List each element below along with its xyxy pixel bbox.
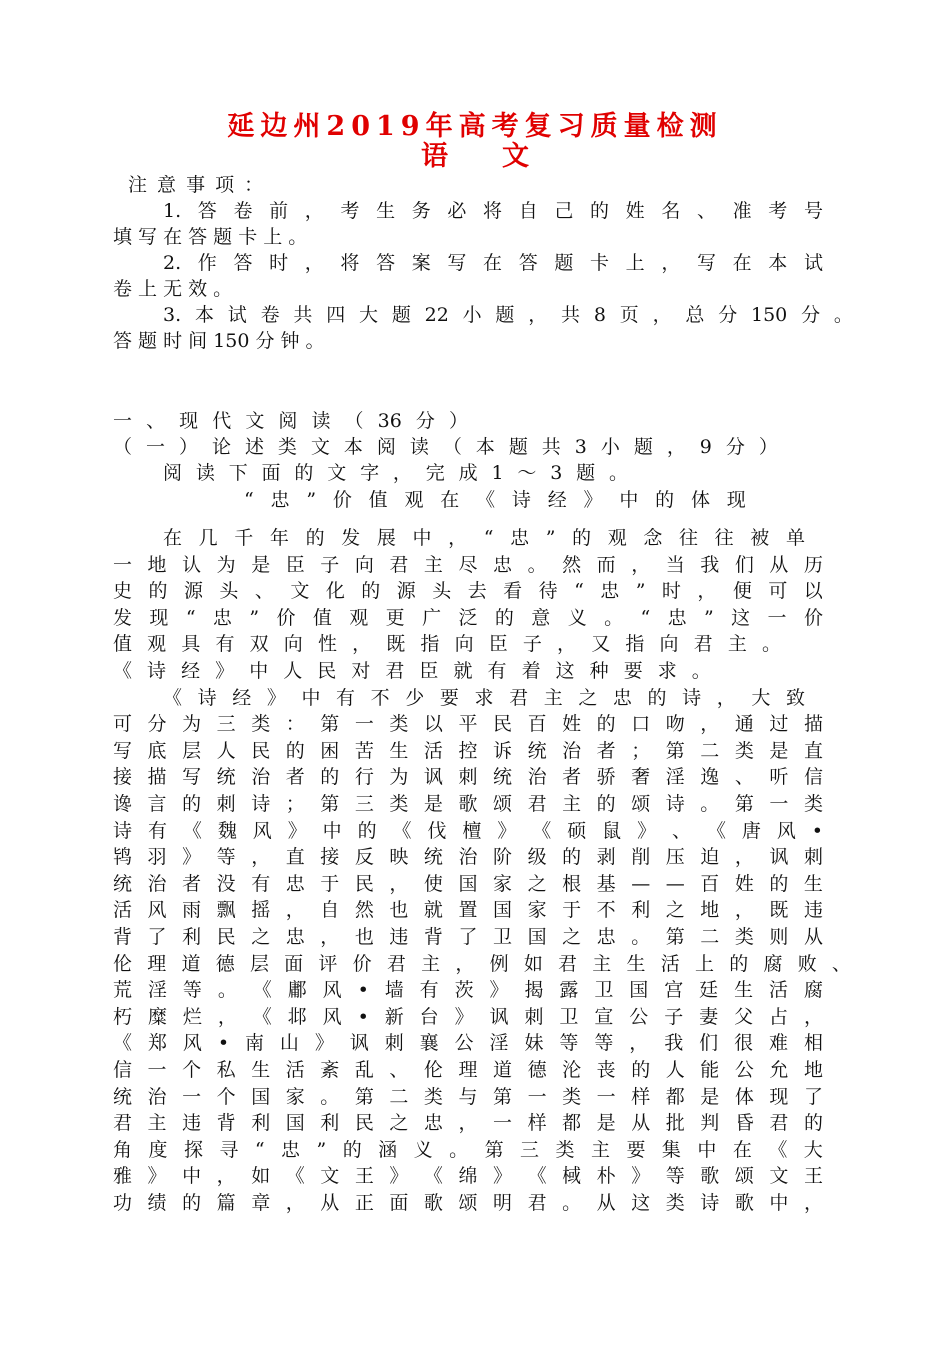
article-line: 背 了 利 民 之 忠 ， 也 违 背 了 卫 国 之 忠 。 第 二 类 则 从 — [113, 926, 823, 948]
article-line: 荒 淫 等 。 《 鄘 风 • 墙 有 茨 》 揭 露 卫 国 宫 廷 生 活 腐 — [113, 979, 823, 1002]
article-line: 雅 》 中 ， 如 《 文 王 》 《 绵 》 《 棫 朴 》 等 歌 颂 文 王 — [113, 1165, 823, 1188]
article-line: 谗 言 的 刺 诗 ； 第 三 类 是 歌 颂 君 主 的 颂 诗 。 第 一 类 — [113, 793, 823, 815]
article-line: 一 地 认 为 是 臣 子 向 君 主 尽 忠 。 然 而 ， 当 我 们 从 历 — [113, 553, 823, 576]
article-line: 功 绩 的 篇 章 ， 从 正 面 歌 颂 明 君 。 从 这 类 诗 歌 中 ， — [113, 1192, 823, 1214]
article-line: 《 郑 风 • 南 山 》 讽 刺 襄 公 淫 妹 等 等 ， 我 们 很 难 相 — [113, 1032, 823, 1055]
article-line: 史 的 源 头 、 文 化 的 源 头 去 看 待 “ 忠 ” 时 ， 便 可 以 — [113, 580, 823, 603]
article-line: 诗 有 《 魏 风 》 中 的 《 伐 檀 》 《 硕 鼠 》 、 《 唐 风 • — [113, 819, 823, 842]
exam-title: 延边州2019年高考复习质量检测 — [227, 111, 723, 142]
article-line: 活 风 雨 飘 摇 ， 自 然 也 就 置 国 家 于 不 利 之 地 ， 既 违 — [113, 899, 823, 922]
subject-title: 语 文 — [421, 141, 529, 172]
article-line: 《 诗 经 》 中 人 民 对 君 臣 就 有 着 这 种 要 求 。 — [113, 660, 711, 682]
article-line: 在 几 千 年 的 发 展 中 ， “ 忠 ” 的 观 念 往 往 被 单 — [163, 527, 805, 549]
article-line: 统 治 者 没 有 忠 于 民 ， 使 国 家 之 根 基 — — 百 姓 的 生 — [113, 872, 823, 895]
article-line: 统 治 一 个 国 家 。 第 二 类 与 第 一 类 一 样 都 是 体 现 了 — [113, 1085, 823, 1108]
reading-instruction: 阅 读 下 面 的 文 字 ， 完 成 1 ～ 3 题 。 — [163, 462, 628, 484]
article-line: 信 一 个 私 生 活 紊 乱 、 伦 理 道 德 沦 丧 的 人 能 公 允 地 — [113, 1059, 823, 1081]
notes-heading: 注 意 事 项 ： — [128, 174, 266, 196]
article-line: 值 观 具 有 双 向 性 ， 既 指 向 臣 子 ， 又 指 向 君 主 。 — [113, 633, 781, 656]
section-heading: 一 、 现 代 文 阅 读 （ 36 分 ） — [113, 410, 468, 432]
article-title: “ 忠 ” 价 值 观 在 《 诗 经 》 中 的 体 现 — [244, 489, 746, 511]
article-line: 角 度 探 寻 “ 忠 ” 的 涵 义 。 第 三 类 主 要 集 中 在 《 大 — [113, 1138, 823, 1161]
article-line: 《 诗 经 》 中 有 不 少 要 求 君 主 之 忠 的 诗 ， 大 致 — [163, 686, 805, 709]
article-line: 伦 理 道 德 层 面 评 价 君 主 ， 例 如 君 主 生 活 上 的 腐 败 、 — [113, 952, 851, 975]
article-line: 接 描 写 统 治 者 的 行 为 讽 刺 统 治 者 骄 奢 淫 逸 、 听 信 — [113, 766, 823, 789]
notes-line: 2. 作 答 时 ， 将 答 案 写 在 答 题 卡 上 ， 写 在 本 试 — [163, 252, 823, 274]
notes-line: 答 题 时 间 150 分 钟 。 — [113, 330, 325, 352]
section-subheading: （ 一 ） 论 述 类 文 本 阅 读 （ 本 题 共 3 小 题 ， 9 分 ） — [113, 436, 778, 458]
article-line: 鸨 羽 》 等 ， 直 接 反 映 统 治 阶 级 的 剥 削 压 迫 ， 讽 刺 — [113, 846, 823, 869]
article-line: 写 底 层 人 民 的 困 苦 生 活 控 诉 统 治 者 ； 第 二 类 是 直 — [113, 739, 823, 762]
article-line: 君 主 违 背 利 国 利 民 之 忠 ， 一 样 都 是 从 批 判 昏 君 的 — [113, 1112, 823, 1135]
notes-line: 1. 答 卷 前 ， 考 生 务 必 将 自 己 的 姓 名 、 准 考 号 — [163, 200, 823, 222]
article-line: 发 现 “ 忠 ” 价 值 观 更 广 泛 的 意 义 。 “ 忠 ” 这 一 价 — [113, 606, 823, 629]
notes-line: 填 写 在 答 题 卡 上 。 — [113, 226, 308, 248]
article-line: 可 分 为 三 类 ： 第 一 类 以 平 民 百 姓 的 口 吻 ， 通 过 描 — [113, 713, 823, 736]
article-line: 朽 糜 烂 ， 《 邶 风 • 新 台 》 讽 刺 卫 宣 公 子 妻 父 占 ， — [113, 1005, 823, 1028]
notes-line: 卷 上 无 效 。 — [113, 278, 233, 300]
notes-line: 3. 本 试 卷 共 四 大 题 22 小 题 ， 共 8 页 ， 总 分 150 分 。 — [163, 304, 853, 326]
